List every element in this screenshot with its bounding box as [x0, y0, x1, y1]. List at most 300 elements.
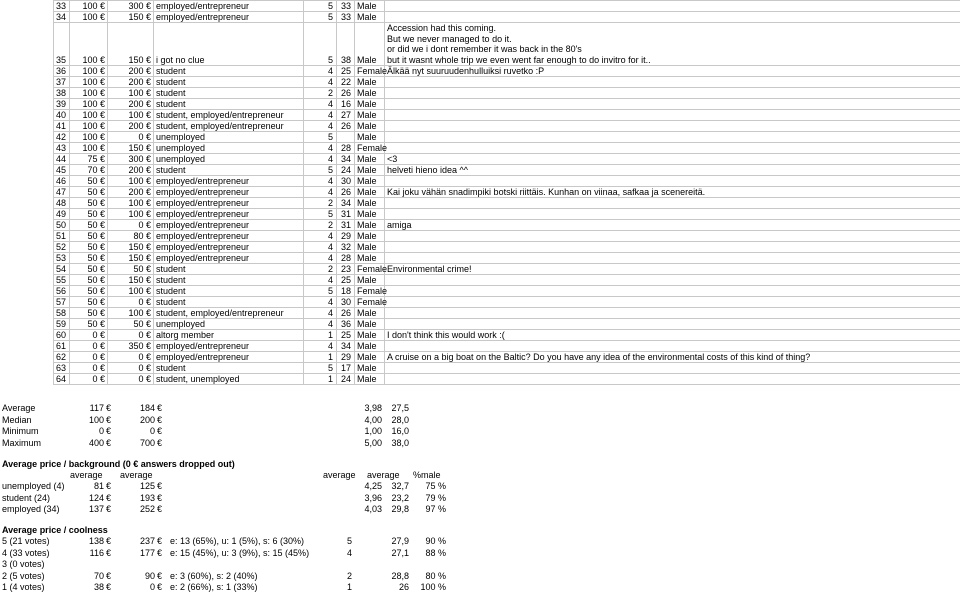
row-id-value: 62: [56, 352, 66, 362]
table-row: [54, 110, 960, 121]
price-1-value: 0: [92, 374, 97, 384]
row-id-value: 47: [56, 187, 66, 197]
age-cell: [337, 319, 355, 330]
background-value: altorg member: [156, 330, 214, 340]
price-2-value: 80: [133, 231, 143, 241]
sex-value: Male: [357, 319, 377, 329]
sex-value: Male: [357, 88, 377, 98]
background-cell: [154, 220, 304, 231]
price-2-cell: [108, 1, 154, 12]
currency-symbol: €: [100, 319, 105, 329]
price-2-value: 150: [128, 55, 143, 65]
coolness-value: 4: [328, 121, 333, 131]
currency-symbol: €: [146, 253, 151, 263]
row-id-cell: [54, 341, 70, 352]
coolness-cell: [304, 66, 337, 77]
coolness-label: 5 (21 votes): [2, 536, 50, 547]
currency-symbol: €: [157, 403, 162, 414]
price-2-value: 200: [128, 121, 143, 131]
sex-value: Male: [357, 165, 377, 175]
price-1-cell: [70, 220, 108, 231]
comment-cell: [385, 341, 960, 352]
currency-symbol: €: [100, 99, 105, 109]
background-value: student: [156, 275, 186, 285]
row-id-value: 57: [56, 297, 66, 307]
background-cell: [154, 165, 304, 176]
currency-symbol: €: [106, 571, 111, 582]
age-cell: [337, 23, 355, 66]
price-2-cell: [108, 231, 154, 242]
age-cell: [337, 363, 355, 374]
cool-pct-male: 88 %: [406, 548, 446, 559]
coolness-value: 4: [328, 231, 333, 241]
cool-distribution: e: 3 (60%), s: 2 (40%): [170, 571, 258, 582]
coolness-cell: [304, 77, 337, 88]
coolness-value: 4: [328, 308, 333, 318]
row-id-value: 54: [56, 264, 66, 274]
table-row: [54, 66, 960, 77]
row-id-value: 52: [56, 242, 66, 252]
table-row: [54, 176, 960, 187]
currency-symbol: €: [146, 352, 151, 362]
price-2-value: 50: [133, 319, 143, 329]
sex-cell: [355, 209, 385, 220]
row-id-value: 36: [56, 66, 66, 76]
comment-cell: [385, 363, 960, 374]
currency-symbol: €: [146, 121, 151, 131]
row-id-cell: [54, 308, 70, 319]
coolness-value: 5: [328, 209, 333, 219]
price-2-value: 150: [128, 275, 143, 285]
age-cell: [337, 132, 355, 143]
background-cell: [154, 253, 304, 264]
currency-symbol: €: [146, 143, 151, 153]
background-cell: [154, 209, 304, 220]
age-cell: [337, 154, 355, 165]
row-id-value: 53: [56, 253, 66, 263]
price-2-value: 200: [128, 187, 143, 197]
stat-price2: 700: [115, 438, 155, 449]
background-value: student, unemployed: [156, 374, 240, 384]
age-cell: [337, 165, 355, 176]
background-value: employed/entrepreneur: [156, 231, 249, 241]
price-2-cell: [108, 352, 154, 363]
comment-cell: [385, 187, 960, 198]
sex-cell: [355, 154, 385, 165]
sex-value: Male: [357, 363, 377, 373]
coolness-value: 5: [328, 1, 333, 11]
row-id-cell: [54, 1, 70, 12]
sex-value: Female: [357, 286, 387, 296]
currency-symbol: €: [106, 403, 111, 414]
price-1-value: 100: [82, 110, 97, 120]
currency-symbol: €: [100, 1, 105, 11]
sex-value: Male: [357, 187, 377, 197]
comment-line: but it wasnt whole trip we even went far enough to do invitro for it..: [387, 55, 958, 65]
currency-symbol: €: [146, 220, 151, 230]
age-value: 17: [341, 363, 351, 373]
price-2-value: 300: [128, 154, 143, 164]
row-id-cell: [54, 363, 70, 374]
sex-value: Male: [357, 1, 377, 11]
age-value: 24: [341, 374, 351, 384]
row-id-cell: [54, 132, 70, 143]
price-2-cell: [108, 12, 154, 23]
sex-cell: [355, 352, 385, 363]
bg-coolness: 3,96: [342, 493, 382, 504]
price-2-value: 150: [128, 12, 143, 22]
row-id-cell: [54, 374, 70, 385]
currency-symbol: €: [146, 176, 151, 186]
age-cell: [337, 176, 355, 187]
table-row: [54, 374, 960, 385]
age-value: 16: [341, 99, 351, 109]
sex-value: Male: [357, 176, 377, 186]
row-id-value: 34: [56, 12, 66, 22]
coolness-row: [2, 571, 462, 582]
price-2-cell: [108, 176, 154, 187]
price-1-value: 70: [87, 165, 97, 175]
price-1-value: 50: [87, 297, 97, 307]
row-id-value: 59: [56, 319, 66, 329]
sex-cell: [355, 253, 385, 264]
currency-symbol: €: [146, 55, 151, 65]
cool-price1: 70: [64, 571, 104, 582]
currency-symbol: €: [157, 438, 162, 449]
background-value: unemployed: [156, 132, 205, 142]
table-row: [54, 220, 960, 231]
coolness-cell: [304, 187, 337, 198]
coolness-cell: [304, 275, 337, 286]
background-cell: [154, 363, 304, 374]
comment-cell: [385, 198, 960, 209]
comment-cell: [385, 88, 960, 99]
sex-cell: [355, 319, 385, 330]
stat-price2: 184: [115, 403, 155, 414]
price-2-value: 200: [128, 66, 143, 76]
sex-value: Male: [357, 110, 377, 120]
price-1-cell: [70, 1, 108, 12]
background-cell: [154, 242, 304, 253]
background-cell: [154, 88, 304, 99]
cool-pct-male: 100 %: [406, 582, 446, 593]
bg-age: 32,7: [369, 481, 409, 492]
currency-symbol: €: [146, 66, 151, 76]
price-1-value: 50: [87, 308, 97, 318]
table-row: [54, 198, 960, 209]
sex-value: Female: [357, 66, 387, 76]
background-cell: [154, 286, 304, 297]
row-id-value: 50: [56, 220, 66, 230]
currency-symbol: €: [157, 582, 162, 593]
background-cell: [154, 132, 304, 143]
coolness-cell: [304, 176, 337, 187]
currency-symbol: €: [157, 536, 162, 547]
table-row: [54, 154, 960, 165]
sex-value: Male: [357, 374, 377, 384]
age-value: 33: [341, 12, 351, 22]
price-1-cell: [70, 363, 108, 374]
sex-value: Male: [357, 308, 377, 318]
price-2-value: 100: [128, 176, 143, 186]
age-cell: [337, 12, 355, 23]
sex-cell: [355, 308, 385, 319]
price-1-cell: [70, 132, 108, 143]
cool-pct-male: 90 %: [406, 536, 446, 547]
background-value: student: [156, 77, 186, 87]
coolness-value: 4: [328, 297, 333, 307]
cool-age: 27,9: [369, 536, 409, 547]
background-value: student: [156, 363, 186, 373]
comment-cell: [385, 23, 960, 66]
header-avg-age: average: [367, 470, 400, 481]
currency-symbol: €: [157, 493, 162, 504]
currency-symbol: €: [146, 99, 151, 109]
table-row: [54, 352, 960, 363]
currency-symbol: €: [100, 253, 105, 263]
price-2-value: 350: [128, 341, 143, 351]
comment-cell: [385, 286, 960, 297]
row-id-cell: [54, 319, 70, 330]
row-id-value: 45: [56, 165, 66, 175]
table-row: [54, 275, 960, 286]
currency-symbol: €: [146, 88, 151, 98]
comment-cell: [385, 12, 960, 23]
currency-symbol: €: [146, 132, 151, 142]
bg-pct-male: 97 %: [406, 504, 446, 515]
price-1-cell: [70, 374, 108, 385]
coolness-cell: [304, 297, 337, 308]
coolness-value: 2: [328, 198, 333, 208]
cool-pct-male: 80 %: [406, 571, 446, 582]
comment-cell: [385, 264, 960, 275]
sex-cell: [355, 341, 385, 352]
cool-age: 27,1: [369, 548, 409, 559]
row-id-value: 40: [56, 110, 66, 120]
comment-value: A cruise on a big boat on the Baltic? Do you have any idea of the environmental costs of this kind of thing?: [387, 352, 810, 362]
coolness-value: 4: [328, 110, 333, 120]
row-id-cell: [54, 231, 70, 242]
coolness-value: 4: [328, 341, 333, 351]
price-1-value: 0: [92, 341, 97, 351]
background-value: student: [156, 264, 186, 274]
background-cell: [154, 154, 304, 165]
price-1-cell: [70, 165, 108, 176]
currency-symbol: €: [100, 66, 105, 76]
row-id-cell: [54, 264, 70, 275]
bg-coolness: 4,25: [342, 481, 382, 492]
age-value: 26: [341, 308, 351, 318]
background-cell: [154, 187, 304, 198]
currency-symbol: €: [146, 242, 151, 252]
coolness-row: [2, 548, 462, 559]
cool-price2: 0: [115, 582, 155, 593]
sex-value: Male: [357, 275, 377, 285]
table-row: [54, 165, 960, 176]
header-avg-coolness: average: [323, 470, 356, 481]
price-1-cell: [70, 330, 108, 341]
table-row: [54, 242, 960, 253]
background-value: employed/entrepreneur: [156, 176, 249, 186]
currency-symbol: €: [100, 275, 105, 285]
currency-symbol: €: [100, 220, 105, 230]
price-2-value: 0: [138, 220, 143, 230]
sex-value: Male: [357, 154, 377, 164]
row-id-cell: [54, 77, 70, 88]
currency-symbol: €: [106, 536, 111, 547]
currency-symbol: €: [100, 176, 105, 186]
bg-price2: 193: [115, 493, 155, 504]
currency-symbol: €: [146, 374, 151, 384]
background-cell: [154, 143, 304, 154]
price-1-value: 50: [87, 264, 97, 274]
row-id-cell: [54, 99, 70, 110]
coolness-row: [2, 559, 462, 570]
currency-symbol: €: [106, 415, 111, 426]
price-2-cell: [108, 297, 154, 308]
price-2-cell: [108, 66, 154, 77]
price-2-cell: [108, 275, 154, 286]
coolness-cell: [304, 121, 337, 132]
coolness-cell: [304, 154, 337, 165]
price-2-value: 100: [128, 110, 143, 120]
background-cell: [154, 308, 304, 319]
row-id-cell: [54, 275, 70, 286]
coolness-cell: [304, 330, 337, 341]
price-2-value: 0: [138, 352, 143, 362]
price-1-value: 50: [87, 209, 97, 219]
row-id-cell: [54, 23, 70, 66]
background-value: student: [156, 99, 186, 109]
price-1-cell: [70, 264, 108, 275]
row-id-value: 63: [56, 363, 66, 373]
table-row: [54, 77, 960, 88]
age-value: 27: [341, 110, 351, 120]
coolness-value: 4: [328, 99, 333, 109]
background-value: unemployed: [156, 154, 205, 164]
currency-symbol: €: [146, 154, 151, 164]
background-label: employed (34): [2, 504, 60, 515]
bg-price2: 252: [115, 504, 155, 515]
comment-line: But we never managed to do it.: [387, 34, 958, 44]
cool-price2: 177: [115, 548, 155, 559]
sex-cell: [355, 297, 385, 308]
background-value: student, employed/entrepreneur: [156, 121, 284, 131]
cool-age: 28,8: [369, 571, 409, 582]
row-id-value: 56: [56, 286, 66, 296]
sex-value: Male: [357, 231, 377, 241]
survey-data-table: [53, 0, 960, 385]
price-1-value: 100: [82, 99, 97, 109]
background-value: unemployed: [156, 143, 205, 153]
price-1-value: 100: [82, 132, 97, 142]
stat-age: 28,0: [369, 415, 409, 426]
price-2-value: 50: [133, 264, 143, 274]
stat-coolness: 1,00: [342, 426, 382, 437]
row-id-value: 48: [56, 198, 66, 208]
coolness-value: 4: [328, 319, 333, 329]
coolness-value: 4: [328, 275, 333, 285]
age-value: 34: [341, 341, 351, 351]
table-row: [54, 330, 960, 341]
row-id-cell: [54, 110, 70, 121]
coolness-cell: [304, 165, 337, 176]
sex-value: Male: [357, 12, 377, 22]
stat-age: 16,0: [369, 426, 409, 437]
age-cell: [337, 297, 355, 308]
price-2-cell: [108, 286, 154, 297]
sex-value: Male: [357, 132, 377, 142]
price-1-value: 0: [92, 352, 97, 362]
sex-value: Male: [357, 220, 377, 230]
price-1-value: 0: [92, 363, 97, 373]
row-id-value: 60: [56, 330, 66, 340]
background-value: i got no clue: [156, 55, 205, 65]
background-row: [2, 493, 462, 504]
price-2-cell: [108, 220, 154, 231]
sex-cell: [355, 264, 385, 275]
currency-symbol: €: [146, 12, 151, 22]
sex-cell: [355, 132, 385, 143]
sex-cell: [355, 1, 385, 12]
price-2-value: 100: [128, 88, 143, 98]
comment-line: Accession had this coming.: [387, 23, 958, 33]
price-1-value: 50: [87, 176, 97, 186]
currency-symbol: €: [106, 504, 111, 515]
price-1-cell: [70, 143, 108, 154]
table-row: [54, 297, 960, 308]
row-id-value: 37: [56, 77, 66, 87]
coolness-section-title: Average price / coolness: [2, 525, 108, 536]
table-row: [54, 1, 960, 12]
price-2-cell: [108, 77, 154, 88]
currency-symbol: €: [100, 121, 105, 131]
header-avg-price2: average: [120, 470, 153, 481]
price-2-cell: [108, 319, 154, 330]
coolness-cell: [304, 374, 337, 385]
currency-symbol: €: [146, 77, 151, 87]
currency-symbol: €: [146, 264, 151, 274]
row-id-value: 33: [56, 1, 66, 11]
row-id-cell: [54, 143, 70, 154]
price-2-value: 0: [138, 297, 143, 307]
price-2-cell: [108, 23, 154, 66]
currency-symbol: €: [100, 363, 105, 373]
stat-price1: 400: [64, 438, 104, 449]
price-2-value: 0: [138, 132, 143, 142]
price-2-value: 0: [138, 374, 143, 384]
age-cell: [337, 187, 355, 198]
currency-symbol: €: [157, 426, 162, 437]
sex-cell: [355, 330, 385, 341]
comment-value: I don't think this would work :(: [387, 330, 505, 340]
price-1-cell: [70, 88, 108, 99]
price-2-cell: [108, 374, 154, 385]
age-value: 30: [341, 176, 351, 186]
comment-cell: [385, 154, 960, 165]
price-1-value: 50: [87, 286, 97, 296]
stat-row: [2, 415, 462, 426]
cool-value: 4: [332, 548, 352, 559]
price-2-value: 200: [128, 165, 143, 175]
currency-symbol: €: [100, 286, 105, 296]
table-row: [54, 231, 960, 242]
sex-cell: [355, 363, 385, 374]
coolness-value: 4: [328, 176, 333, 186]
coolness-cell: [304, 209, 337, 220]
price-2-cell: [108, 341, 154, 352]
age-cell: [337, 209, 355, 220]
